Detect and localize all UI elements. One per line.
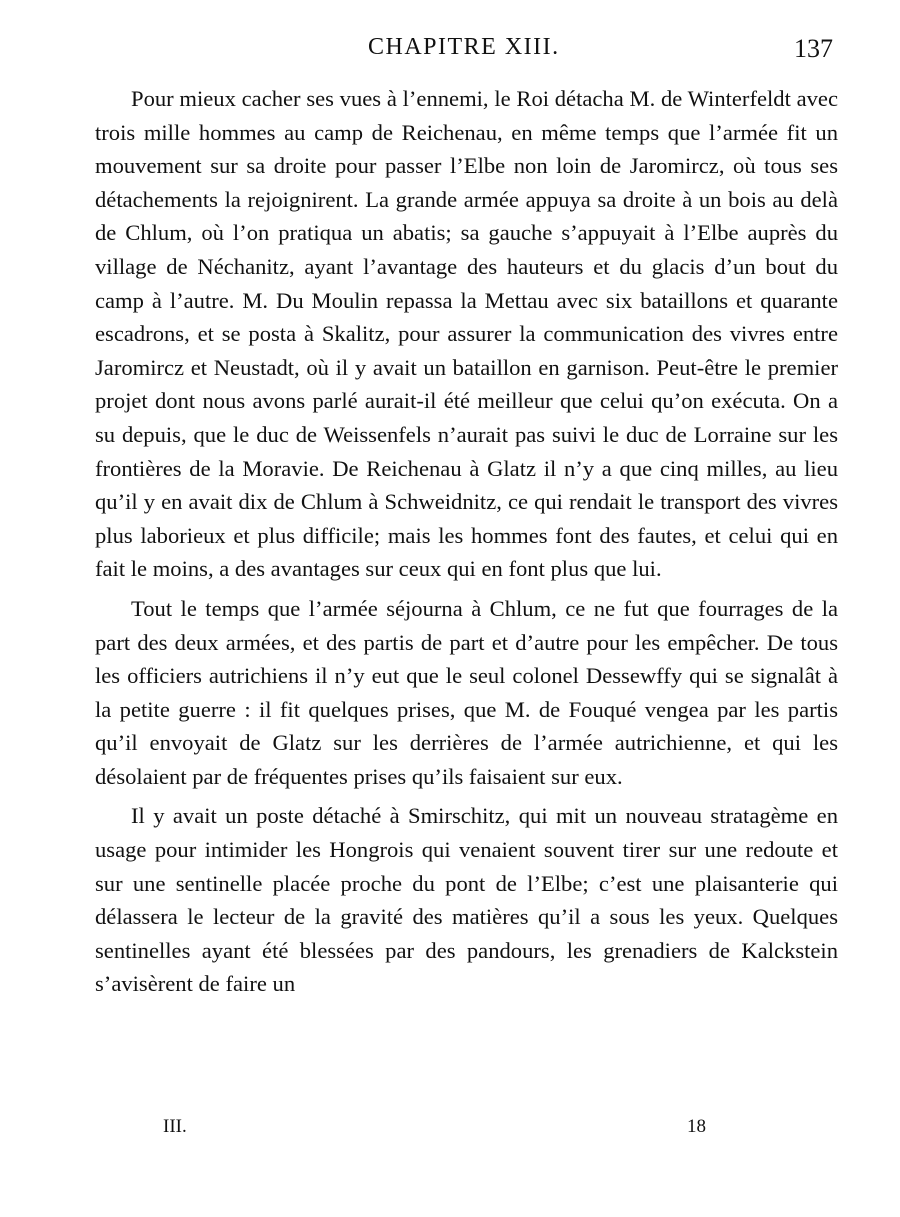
paragraph: Pour mieux cacher ses vues à l’ennemi, le Roi détacha M. de Winterfeldt avec trois mille hommes au camp de Reichenau, en même temps que l’armée fit un mouvement sur sa droite pour passer l’Elbe non loin de Jaromircz, où tous ses détachements la rejoignirent. La grande armée appuya sa droite à un bois au delà de Chlum, où l’on pratiqua un abatis; sa gauche s’appuyait à l’Elbe auprès du village de Néchanitz, ayant l’avantage des hauteurs et du glacis d’un bout du camp à l’autre. M. Du Moulin repassa la Mettau avec six bataillons et quarante escadrons, et se posta à Skalitz, pour assurer la communication des vivres entre Jaromircz et Neustadt, où il y avait un bataillon en garnison. Peut-être le premier projet dont nous avons parlé aurait-il été meilleur que celui qu’on exécuta. On a su depuis, que le duc de Weissenfels n’aurait pas suivi le duc de Lorraine sur les frontières de la Moravie. De Reichenau à Glatz il n’y a que cinq milles, au lieu qu’il y en avait dix de Chlum à Schweidnitz, ce qui rendait le transport des vivres plus laborieux et plus difficile; mais les hommes font des fautes, et celui qui en fait le moins, a des avantages sur ceux qui en font plus que lui. xyxy=(95,86,838,582)
page-number: 137 xyxy=(794,34,833,63)
running-head xyxy=(0,34,900,70)
sheet-signature: 18 xyxy=(687,1116,706,1137)
volume-signature: III. xyxy=(163,1116,187,1137)
page-footer xyxy=(0,1116,900,1146)
paragraph: Tout le temps que l’armée séjourna à Chlum, ce ne fut que fourrages de la part des deux armées, et des partis de part et d’autre pour les empêcher. De tous les officiers autrichiens il n’y eut que le seul colonel Dessewffy qui se signalât à la petite guerre : il fit quelques prises, que M. de Fouqué vengea par les partis qu’il envoyait de Glatz sur les derrières de l’armée autrichienne, et qui les désolaient par de fréquentes prises qu’ils faisaient sur eux. xyxy=(95,595,838,789)
chapter-title: CHAPITRE XIII. xyxy=(368,34,560,60)
paragraph: Il y avait un poste détaché à Smirschitz, qui mit un nouveau stratagème en usage pour intimider les Hongrois qui venaient souvent tirer sur une redoute et sur une sentinelle placée proche du pont de l’Elbe; c’est une plaisanterie qui délassera le lecteur de la gravité des matières qu’il a sous les yeux. Quelques sentinelles ayant été blessées par des pandours, les grenadiers de Kalckstein s’avisèrent de faire un xyxy=(95,803,838,997)
body-text xyxy=(95,82,838,1001)
